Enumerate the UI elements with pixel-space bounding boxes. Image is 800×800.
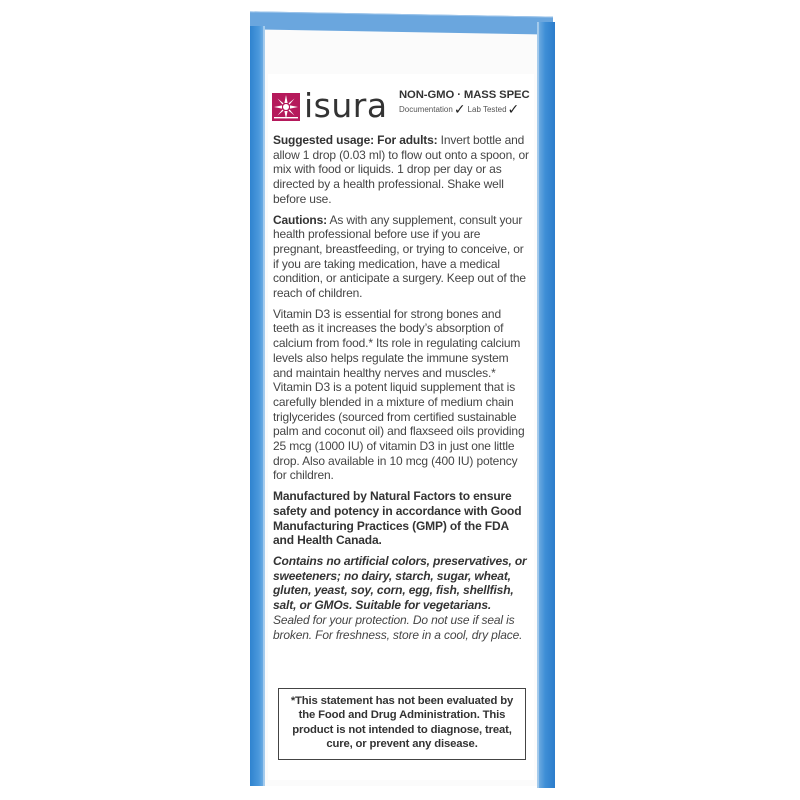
brand-claims [399, 89, 531, 118]
brand-name: isura [304, 86, 388, 125]
description-paragraph: Vitamin D3 is essential for strong bones and teeth as it increases the body’s absorption of calcium from food.* Its role in regulating calcium levels also helps regulate the immune system and maintain healthy nerves and muscles.* Vitamin D3 is a potent liquid supplement that is carefully blended in a mixture of medium chain triglycerides (sourced from certified sustainable palm and coconut oil) and flaxseed oils providing 25 mcg (1000 IU) of vitamin D3 in just one little drop. Also available in 10 mcg (400 IU) potency for children. [273, 306, 525, 483]
claims-title: NON-GMO · MASS SPEC [399, 89, 530, 101]
contains-paragraph [273, 554, 530, 642]
label-header [272, 88, 534, 128]
label-text [273, 133, 530, 648]
documentation-label: Documentation [399, 105, 453, 114]
lab-tested-label: Lab Tested [467, 105, 507, 114]
cautions-heading: Cautions: [273, 212, 327, 227]
usage-text: Invert bottle and allow 1 drop (0.03 ml) to flow out onto a spoon, or mix with food or liquids. 1 drop per day or as directed by a health professional. Shake well before use. [273, 133, 529, 206]
flower-logo-icon [272, 93, 300, 121]
contains-regular-text: Sealed for your protection. Do not use if seal is broken. For freshness, store in a cool, dry place. [273, 612, 523, 642]
box-left-blue-edge [250, 26, 265, 786]
checkmark-icon: ✓ [507, 101, 520, 118]
checkmark-icon: ✓ [453, 101, 466, 118]
cautions-text: As with any supplement, consult your health professional before use if you are pregnant, breastfeeding, or trying to conceive, or if you are taking medication, have a medical condition, or anticipate a surgery. Keep out of the reach of children. [273, 212, 526, 301]
cautions-paragraph [273, 213, 530, 301]
usage-paragraph [273, 133, 530, 207]
box-right-blue-edge [537, 22, 555, 788]
contains-bold-text: Contains no artificial colors, preservatives, or sweeteners; no dairy, starch, sugar, wheat, gluten, yeast, soy, corn, egg, fish, shellfish, salt, or GMOs. Suitable for vegetarians. [273, 553, 527, 613]
fda-disclaimer: *This statement has not been evaluated by the Food and Drug Administration. This product is not intended to diagnose, treat, cure, or prevent any disease. [278, 688, 526, 760]
claims-checks [399, 101, 531, 118]
usage-heading: Suggested usage: For adults: [273, 133, 438, 147]
manufacturing-paragraph: Manufactured by Natural Factors to ensure safety and potency in accordance with Good Manufacturing Practices (GMP) of the FDA and Health Canada. [273, 489, 522, 548]
